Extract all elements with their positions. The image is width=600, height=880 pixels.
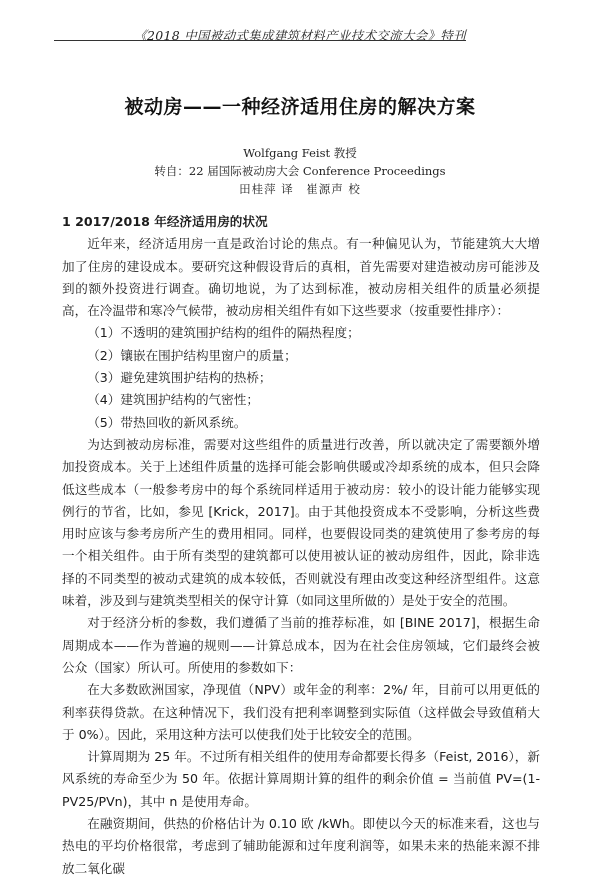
- author-line: Wolfgang Feist 教授: [243, 146, 357, 160]
- requirement-item: （2）镶嵌在围护结构里窗户的质量；: [87, 347, 297, 363]
- paragraph: 计算周期为 25 年。不过所有相关组件的使用寿命都要长得多（Feist, 2016），新风系统的寿命至少为 50 年。依据计算周期计算的组件的剩余价值 = 当前值 PV=(1-PV25/PVn)，其中 n 是使用寿命。: [62, 749, 540, 809]
- paper-title: 被动房——一种经济适用住房的解决方案: [124, 96, 476, 118]
- section-heading: 1 2017/2018 年经济适用房的状况: [62, 214, 268, 229]
- paragraph: 近年来，经济适用房一直是政治讨论的焦点。有一种偏见认为，节能建筑大大增加了住房的建设成本。要研究这种假设背后的真相，首先需要对建造被动房可能涉及到的额外投资进行调查。确切地说，为了达到标准，被动房相关组件的质量必须提高，在冷温带和寒冷气候带，被动房相关组件有如下这些要求（按重要性排序）：: [62, 236, 540, 319]
- requirement-item: （3）避免建筑围护结构的热桥；: [87, 370, 272, 386]
- source-line: 转自：22 届国际被动房大会 Conference Proceedings: [154, 164, 446, 178]
- paragraph: 对于经济分析的参数，我们遵循了当前的推荐标准，如 [BINE 2017]，根据生命周期成本——作为普遍的规则——计算总成本，因为在社会住房领域，它们最终会被公众（国家）所认可。所使用的参数如下：: [62, 615, 540, 675]
- running-head: 《2018 中国被动式集成建筑材料产业技术交流大会》特刊: [134, 28, 466, 43]
- requirement-item: （4）建筑围护结构的气密性；: [87, 392, 259, 408]
- requirement-item: （1）不透明的建筑围护结构的组件的隔热程度；: [87, 325, 360, 341]
- requirement-item: （5）带热回收的新风系统。: [87, 414, 247, 430]
- translator-line: 田桂萍 译 崔源声 校: [239, 182, 361, 196]
- header-rule-segment: [340, 40, 466, 41]
- paragraph: 在融资期间，供热的价格估计为 0.10 欧 /kWh。即使以今天的标准来看，这也与热电的平均价格很常，考虑到了辅助能源和过年度利润等，如果未来的热能来源不排放二氧化碳: [62, 816, 540, 876]
- body-text: [62, 211, 540, 880]
- paragraph: 为达到被动房标准，需要对这些组件的质量进行改善，所以就决定了需要额外增加投资成本。关于上述组件质量的选择可能会影响供暖或冷却系统的成本，但只会降低这些成本（一般参考房中的每个系统同样适用于被动房：较小的设计能力能够实现例行的节省，比如，参见 [Krick，2017]。由于其他投资成本不受影响，分析这些费用时应该与参考房所产生的费用相同。同样，也要假设同类的建筑使用了参考房的每一个相关组件。由于所有类型的建筑都可以使用被认证的被动房组件，因此，除非选择的不同类型的被动式建筑的成本较低，否则就没有理由改变这种经济型组件。这意味着，涉及到与建筑类型相关的保守计算（如同这里所做的）是处于安全的范围。: [62, 436, 540, 609]
- paragraph: 在大多数欧洲国家，净现值（NPV）或年金的利率：2%/ 年，目前可以用更低的利率获得贷款。在这种情况下，我们没有把利率调整到实际值（这样做会导致值稍大于 0%）。因此，采用这种方法可以使我们处于比较安全的范围。: [62, 682, 540, 742]
